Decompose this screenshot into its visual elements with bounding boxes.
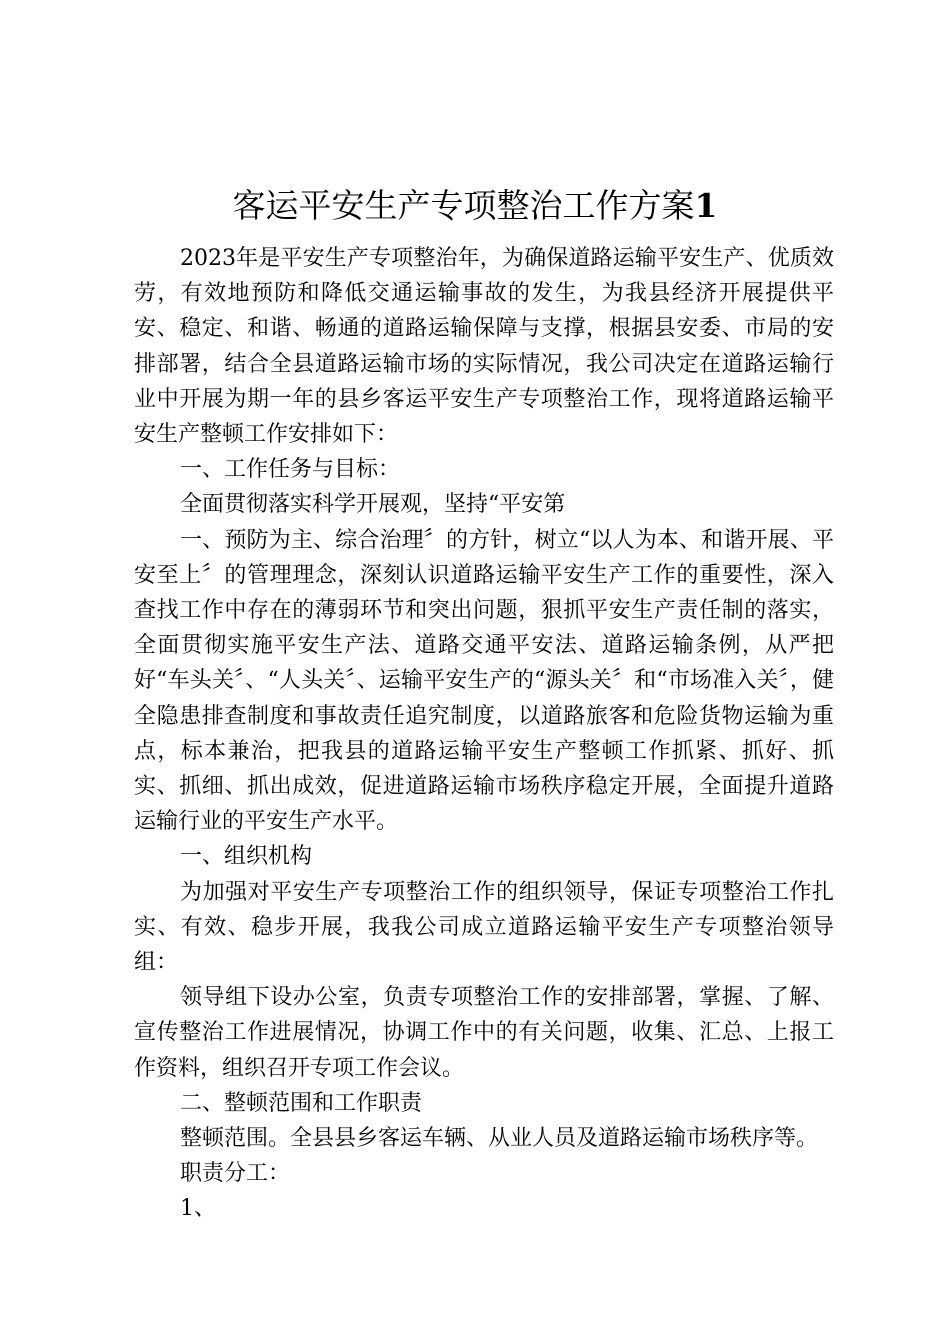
- document-title-number: 1: [694, 186, 718, 225]
- duties-heading: 职责分工：: [180, 1161, 291, 1187]
- office-paragraph: 领导组下设办公室，负责专项整治工作的安排部署，掌握、了解、宣传整治工作进展情况，协调工作中的有关问题，收集、汇总、上报工作资料，组织召开专项工作会议。: [134, 985, 834, 1081]
- section-heading-tasks: 一、工作任务与目标：: [180, 457, 401, 483]
- tasks-paragraph-body: 一、预防为主、综合治理〞的方针，树立“以人为本、和谐开展、平安至上〞的管理理念，深刻认识道路运输平安生产工作的重要性，深入查找工作中存在的薄弱环节和突出问题，狠抓平安生产责任制的落实，全面贯彻实施平安生产法、道路交通平安法、道路运输条例，从严把好“车头关〞、“人头关〞、运输平安生产的“源头关〞和“市场准入关〞，健全隐患排查制度和事故责任追究制度，以道路旅客和危险货物运输为重点，标本兼治，把我县的道路运输平安生产整顿工作抓紧、抓好、抓实、抓细、抓出成效，促进道路运输市场秩序稳定开展，全面提升道路运输行业的平安生产水平。: [134, 527, 834, 835]
- document-title-text: 客运平安生产专项整治工作方案: [232, 186, 695, 225]
- document-body: [134, 241, 834, 1227]
- intro-paragraph: 2023年是平安生产专项整治年，为确保道路运输平安生产、优质效劳，有效地预防和降低交通运输事故的发生，为我县经济开展提供平安、稳定、和谐、畅通的道路运输保障与支撑，根据县安委、市局的安排部署，结合全县道路运输市场的实际情况，我公司决定在道路运输行业中开展为期一年的县乡客运平安生产专项整治工作，现将道路运输平安生产整顿工作安排如下：: [134, 246, 834, 448]
- section-heading-scope: 二、整顿范围和工作职责: [180, 1090, 423, 1116]
- organization-paragraph: 为加强对平安生产专项整治工作的组织领导，保证专项整治工作扎实、有效、稳步开展，我我公司成立道路运输平安生产专项整治领导组：: [134, 879, 834, 976]
- section-heading-organization: 一、组织机构: [180, 844, 313, 870]
- duties-item-1: 1、: [180, 1196, 216, 1222]
- scope-paragraph: 整顿范围。全县县乡客运车辆、从业人员及道路运输市场秩序等。: [180, 1126, 819, 1152]
- tasks-paragraph-start: 全面贯彻落实科学开展观，坚持“平安第: [180, 492, 566, 518]
- document-title: [0, 186, 950, 226]
